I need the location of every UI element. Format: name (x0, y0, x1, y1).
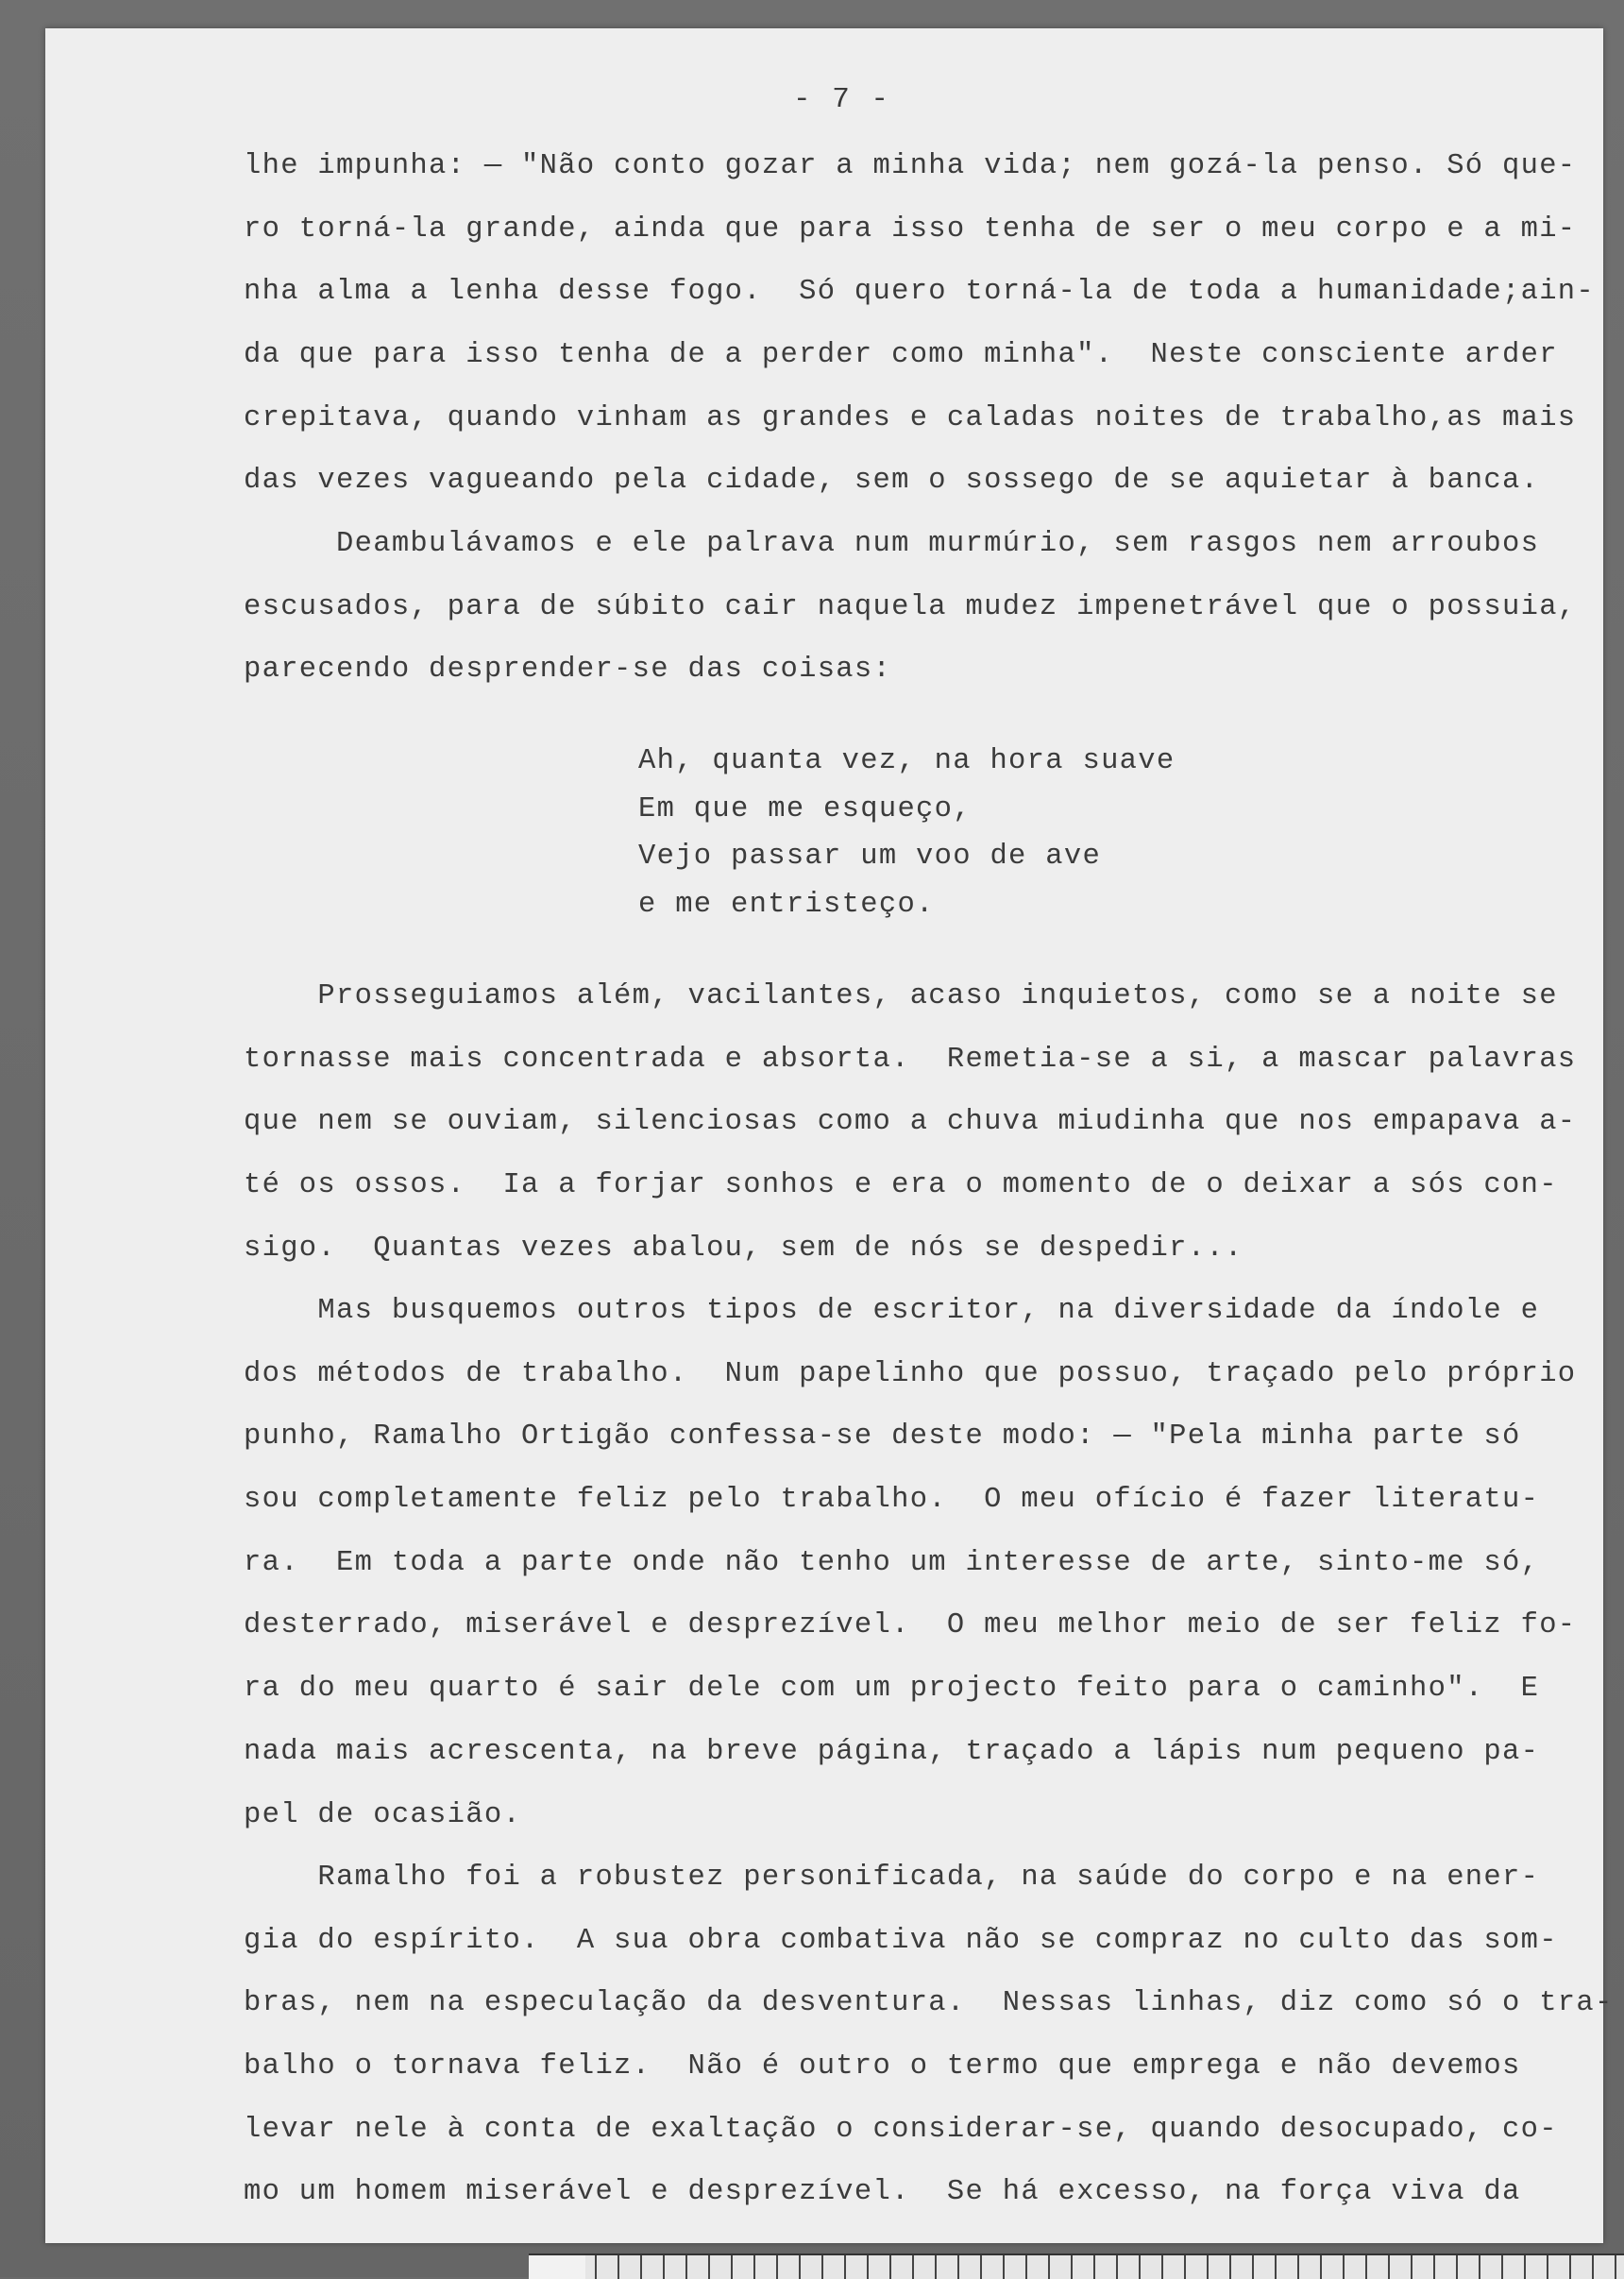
text-line: desterrado, miserável e desprezível. O meu melhor meio de ser feliz fo- (244, 1609, 1577, 1642)
text-line: pel de ocasião. (244, 1798, 522, 1831)
poem-line: Vejo passar um voo de ave (638, 841, 1102, 873)
text-line: Deambulávamos e ele palrava num murmúrio, sem rasgos nem arroubos (244, 528, 1540, 560)
text-line: punho, Ramalho Ortigão confessa-se deste modo: — "Pela minha parte só (244, 1420, 1521, 1454)
text-line: ro torná-la grande, ainda que para isso tenha de ser o meu corpo e a mi- (244, 213, 1577, 246)
text-line: balho o tornava feliz. Não é outro o termo que emprega e não devemos (244, 2050, 1521, 2083)
text-line: sigo. Quantas vezes abalou, sem de nós se despedir... (244, 1232, 1243, 1265)
text-line: té os ossos. Ia a forjar sonhos e era o momento de o deixar a sós con- (244, 1169, 1558, 1202)
text-line: lhe impunha: — "Não conto gozar a minha vida; nem gozá-la penso. Só que- (244, 150, 1577, 182)
text-line: Ramalho foi a robustez personificada, na saúde do corpo e na ener- (244, 1862, 1540, 1894)
text-line: bras, nem na especulação da desventura. Nessas linhas, diz como só o tra- (244, 1987, 1614, 2020)
text-line: ra. Em toda a parte onde não tenho um interesse de arte, sinto-me só, (244, 1546, 1540, 1579)
paragraph-3 (244, 965, 1601, 1280)
text-line: mo um homem miserável e desprezível. Se há excesso, na força viva da (244, 2176, 1521, 2209)
text-line: tornasse mais concentrada e absorta. Remetia-se a si, a mascar palavras (244, 1043, 1577, 1076)
paragraph-2 (244, 513, 1601, 702)
scan-ruler-end (529, 2253, 585, 2279)
poem-stanza (638, 738, 1176, 928)
paragraph-4 (244, 1280, 1601, 1846)
text-line: gia do espírito. A sua obra combativa não se compraz no culto das som- (244, 1924, 1558, 1957)
poem-line: Em que me esqueço, (638, 792, 972, 825)
text-line: dos métodos de trabalho. Num papelinho que possuo, traçado pelo próprio (244, 1357, 1577, 1390)
text-line: da que para isso tenha de a perder como minha". Neste consciente arder (244, 339, 1558, 372)
paragraph-1 (244, 135, 1601, 513)
page-number: - 7 - (793, 83, 891, 116)
text-line: Mas busquemos outros tipos de escritor, na diversidade da índole e (244, 1295, 1540, 1327)
text-line: escusados, para de súbito cair naquela mudez impenetrável que o possuia, (244, 590, 1577, 623)
text-line: parecendo desprender-se das coisas: (244, 654, 892, 687)
text-line: Prosseguiamos além, vacilantes, acaso inquietos, como se a noite se (244, 980, 1558, 1012)
text-line: das vezes vagueando pela cidade, sem o sossego de se aquietar à banca. (244, 465, 1540, 498)
text-line: crepitava, quando vinham as grandes e caladas noites de trabalho,as mais (244, 401, 1577, 434)
scan-ruler (529, 2253, 1624, 2279)
text-line: sou completamente feliz pelo trabalho. O meu ofício é fazer literatu- (244, 1484, 1540, 1517)
text-line: nada mais acrescenta, na breve página, traçado a lápis num pequeno pa- (244, 1735, 1540, 1768)
poem-line: e me entristeço. (638, 888, 935, 921)
poem-line: Ah, quanta vez, na hora suave (638, 745, 1176, 777)
text-line: levar nele à conta de exaltação o considerar-se, quando desocupado, co- (244, 2113, 1558, 2146)
paragraph-5 (244, 1846, 1614, 2224)
text-line: que nem se ouviam, silenciosas como a chuva miudinha que nos empapava a- (244, 1106, 1577, 1139)
text-line: ra do meu quarto é sair dele com um projecto feito para o caminho". E (244, 1673, 1540, 1706)
text-line: nha alma a lenha desse fogo. Só quero torná-la de toda a humanidade;ain- (244, 276, 1596, 309)
